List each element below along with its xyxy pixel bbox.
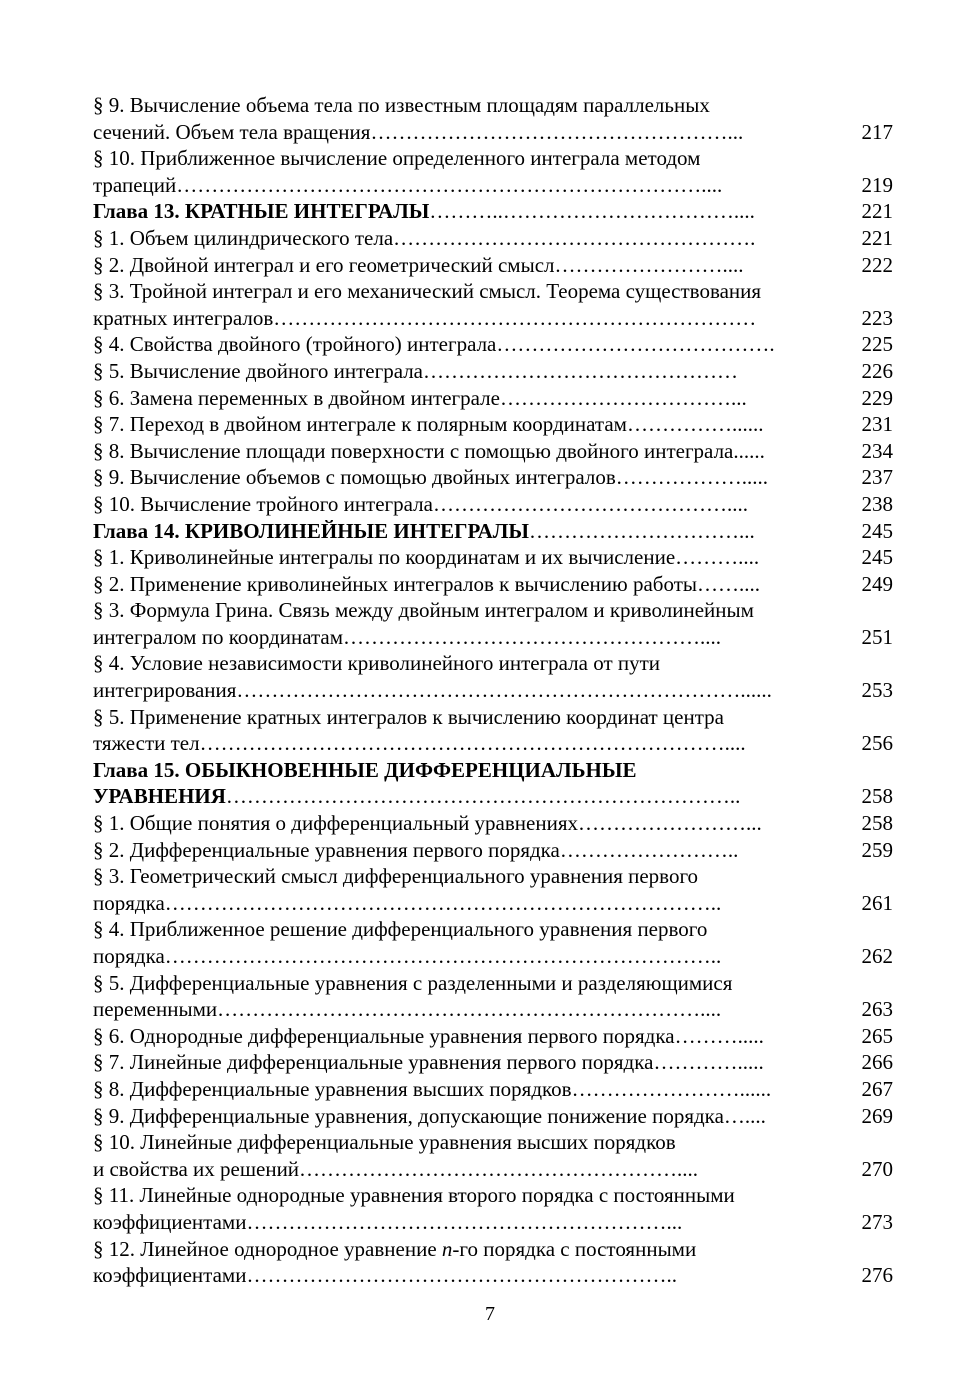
toc-entry <box>93 1129 893 1182</box>
toc-entry-last-line <box>93 730 830 757</box>
toc-entry-last-line <box>93 544 830 571</box>
toc-entry <box>93 571 893 598</box>
toc-leader-dots: ………..... <box>674 1023 764 1048</box>
toc-entry <box>93 704 893 757</box>
toc-leader-dots: …………………………………………………………………….. <box>164 944 722 968</box>
toc-entry-last-line <box>93 438 830 465</box>
toc-entry <box>93 810 893 837</box>
toc-page-number: 222 <box>861 252 893 277</box>
toc-page-number: 253 <box>861 678 893 703</box>
toc-entry-last-line <box>93 385 830 412</box>
toc-page-number: 259 <box>861 837 893 862</box>
toc-entry-text <box>93 145 830 198</box>
toc-page-number: 273 <box>861 1209 893 1234</box>
toc-chapter <box>93 757 893 810</box>
toc-entry <box>93 438 893 465</box>
toc-entry-title-line: § 3. Формула Грина. Связь между двойным интегралом и криволинейным <box>93 598 754 623</box>
toc-entry-last-line <box>93 624 830 651</box>
toc-page-number: 262 <box>861 944 893 968</box>
toc-entry-title-line: § 3. Тройной интеграл и его механический смысл. Теорема существования <box>93 279 762 304</box>
toc-entry-last-line <box>93 305 830 332</box>
toc-page-number: 266 <box>861 1050 893 1075</box>
toc-entry-text <box>93 278 830 331</box>
toc-entry-last-line <box>93 783 830 810</box>
toc-entry-title: § 2. Применение криволинейных интегралов к вычислению работы <box>93 571 697 596</box>
toc-entry-last-line <box>93 464 830 491</box>
toc-entry-text <box>93 1076 830 1103</box>
toc-entry-last-line <box>93 1103 830 1130</box>
toc-leader-dots: ………………..... <box>615 465 769 490</box>
toc-entry-last-line <box>93 1049 830 1076</box>
toc-page-number: 270 <box>861 1156 893 1181</box>
toc-entry-last-line <box>93 518 830 545</box>
toc-entry-text <box>93 252 830 279</box>
toc-leader-dots: ...... <box>733 438 765 463</box>
toc-entry-text <box>93 544 830 571</box>
toc-entry-last-line <box>93 198 830 225</box>
toc-entry <box>93 464 893 491</box>
toc-entry-text <box>93 1129 830 1182</box>
toc-page-number: 265 <box>861 1023 893 1048</box>
toc-entry-title: § 10. Вычисление тройного интеграла <box>93 491 433 516</box>
toc-entry-title-line: § 3. Геометрический смысл дифференциального уравнения первого <box>93 864 699 889</box>
toc-entry-last-line <box>93 571 830 598</box>
toc-entry-title: § 9. Дифференциальные уравнения, допускающие понижение порядка <box>93 1103 724 1128</box>
toc-entry-title: § 1. Объем цилиндрического тела <box>93 225 394 250</box>
toc-entry-text <box>93 757 830 810</box>
toc-entry-text <box>93 491 830 518</box>
toc-leader-dots: …………………………………………………….. <box>246 1263 677 1288</box>
toc-leader-dots: …………………………………………………………….... <box>217 997 722 1022</box>
toc-leader-dots: …………………………………………………………… <box>273 305 757 330</box>
toc-entry-title-line: § 5. Применение кратных интегралов к вычислению координат центра <box>93 704 724 729</box>
toc-page-number: 245 <box>861 545 893 570</box>
toc-entry-title: § 8. Вычисление площади поверхности с помощью двойного интеграла <box>93 438 734 463</box>
toc-entry <box>93 278 893 331</box>
toc-entry-text <box>93 650 830 703</box>
toc-entry-last-line <box>93 810 830 837</box>
toc-leader-dots: …….... <box>697 571 760 596</box>
toc-entry-title-line: § 12. Линейное однородное уравнение n-го порядка с постоянными <box>93 1236 697 1261</box>
toc-entry <box>93 252 893 279</box>
toc-entry-title: § 5. Вычисление двойного интеграла <box>93 358 424 383</box>
toc-entry-text <box>93 1182 830 1235</box>
toc-entry-text <box>93 704 830 757</box>
toc-page-number: 251 <box>861 624 893 649</box>
toc-page-number: 234 <box>861 438 893 463</box>
toc-entry <box>93 650 893 703</box>
toc-leader-dots: ……………………………………………………... <box>246 1209 683 1234</box>
toc-entry-title: § 9. Вычисление объемов с помощью двойных интегралов <box>93 465 616 490</box>
toc-leader-dots: ……………………... <box>578 811 762 836</box>
toc-leader-dots: ……………………………………………………………….. <box>225 784 741 809</box>
toc-entry-last-line <box>93 491 830 518</box>
toc-entry-text <box>93 1023 830 1050</box>
toc-entry <box>93 970 893 1023</box>
toc-entry-title: интегралом по координатам <box>93 624 344 649</box>
toc-entry <box>93 225 893 252</box>
toc-entry-title: переменными <box>93 997 218 1022</box>
toc-entry-title: порядка <box>93 944 165 968</box>
toc-entry-title: трапеций <box>93 172 177 197</box>
toc-entry-title: § 7. Переход в двойном интеграле к полярным координатам <box>93 412 627 437</box>
toc-entry-text <box>93 571 830 598</box>
toc-entry <box>93 1103 893 1130</box>
toc-leader-dots: ………………………………………………………………….... <box>199 731 746 756</box>
toc-leader-dots: ……………………………... <box>499 385 747 410</box>
toc-entry <box>93 358 893 385</box>
toc-entry-title-line: § 10. Приближенное вычисление определенного интеграла методом <box>93 146 701 171</box>
toc-entry <box>93 411 893 438</box>
toc-page-number: 223 <box>861 305 893 330</box>
toc-entry-title: § 8. Дифференциальные уравнения высших порядков <box>93 1076 572 1101</box>
toc-page-number: 221 <box>861 199 893 224</box>
toc-entry-title-line: Глава 15. ОБЫКНОВЕННЫЕ ДИФФЕРЕНЦИАЛЬНЫЕ <box>93 757 637 782</box>
toc-entry-last-line <box>93 358 830 385</box>
toc-leader-dots: ……………...... <box>626 412 764 437</box>
toc-chapter <box>93 518 893 545</box>
toc-entry <box>93 1023 893 1050</box>
toc-entry-title: и свойства их решений <box>93 1156 300 1181</box>
toc-entry-title: § 2. Двойной интеграл и его геометрический смысл <box>93 252 555 277</box>
toc-page-number: 258 <box>861 811 893 836</box>
toc-entry-title: § 2. Дифференциальные уравнения первого порядка <box>93 837 560 862</box>
toc-page-number: 231 <box>861 412 893 437</box>
toc-entry-last-line <box>93 119 830 146</box>
toc-leader-dots: …………………………………. <box>496 332 775 357</box>
toc-entry-title: интегрирования <box>93 678 237 703</box>
toc-leader-dots: …………………………... <box>529 518 755 543</box>
toc-entry <box>93 544 893 571</box>
toc-entry-last-line <box>93 1262 830 1289</box>
toc-entry <box>93 331 893 358</box>
toc-entry <box>93 491 893 518</box>
toc-entry-title-line: § 4. Приближенное решение дифференциального уравнения первого <box>93 917 708 942</box>
toc-entry-last-line <box>93 890 830 917</box>
toc-entry-text <box>93 464 830 491</box>
toc-entry-title-line: § 10. Линейные дифференциальные уравнения высших порядков <box>93 1130 676 1155</box>
toc-page-number: 249 <box>861 571 893 596</box>
toc-entry <box>93 145 893 198</box>
toc-entry-text <box>93 863 830 916</box>
toc-page-number: 263 <box>861 997 893 1022</box>
toc-entry-last-line <box>93 252 830 279</box>
toc-entry-title: тяжести тел <box>93 731 200 756</box>
toc-entry <box>93 92 893 145</box>
toc-entry-title: сечений. Объем тела вращения <box>93 119 371 144</box>
toc-entry-text <box>93 411 830 438</box>
toc-page-number: 219 <box>861 172 893 197</box>
toc-entry <box>93 385 893 412</box>
toc-entry-title: порядка <box>93 890 165 915</box>
toc-page-number: 267 <box>861 1076 893 1101</box>
toc-entry-title: § 6. Замена переменных в двойном интеграле <box>93 385 500 410</box>
toc-leader-dots: ………………………………………………………………...... <box>236 678 772 703</box>
toc-entry-title: УРАВНЕНИЯ <box>93 784 226 809</box>
toc-page-number: 237 <box>861 465 893 490</box>
toc-leader-dots: …………………….. <box>559 837 739 862</box>
toc-leader-dots: …………………………………….... <box>432 491 748 516</box>
toc-leader-dots: …………………….... <box>554 252 744 277</box>
toc-entry <box>93 1236 893 1289</box>
toc-leader-dots: ………………………………………………………………….... <box>176 172 723 197</box>
toc-entry-text <box>93 358 830 385</box>
toc-page-number: 269 <box>861 1103 893 1128</box>
toc-entry-last-line <box>93 837 830 864</box>
toc-entry-last-line <box>93 1023 830 1050</box>
toc-leader-dots: …………………………………………………………………….. <box>164 890 722 915</box>
toc-entry-text <box>93 837 830 864</box>
toc-leader-dots: ……………………………………… <box>423 358 739 383</box>
toc-entry-text <box>93 597 830 650</box>
toc-entry-last-line <box>93 331 830 358</box>
toc-entry-text <box>93 970 830 1023</box>
toc-leader-dots: ………..…………………………….... <box>429 199 755 224</box>
toc-entry-last-line <box>93 1076 830 1103</box>
toc-entry <box>93 597 893 650</box>
toc-chapter <box>93 198 893 225</box>
page-number: 7 <box>485 1303 495 1325</box>
toc-entry <box>93 863 893 916</box>
toc-entry-last-line <box>93 225 830 252</box>
toc-entry-title: Глава 13. КРАТНЫЕ ИНТЕГРАЛЫ <box>93 199 430 224</box>
toc-page-number: 258 <box>861 784 893 809</box>
toc-entry-last-line <box>93 677 830 704</box>
toc-entry-last-line <box>93 1209 830 1236</box>
toc-entry-text <box>93 1049 830 1076</box>
toc-entry-text <box>93 225 830 252</box>
toc-entry-last-line <box>93 411 830 438</box>
toc-entry-title: § 7. Линейные дифференциальные уравнения первого порядка <box>93 1050 654 1075</box>
toc-entry-title-line: § 4. Условие независимости криволинейного интеграла от пути <box>93 651 661 676</box>
toc-leader-dots: …………………………………………….... <box>343 624 722 649</box>
toc-entry-text <box>93 331 830 358</box>
toc-entry-title-line: § 9. Вычисление объема тела по известным площадям параллельных <box>93 93 710 117</box>
toc-entry-title: § 1. Общие понятия о дифференциальный уравнениях <box>93 811 578 836</box>
toc-entry-title: коэффициентами <box>93 1263 247 1288</box>
toc-entry-last-line <box>93 1156 830 1183</box>
toc-entry-text <box>93 385 830 412</box>
toc-entry-text <box>93 92 830 145</box>
toc-entry-text <box>93 1103 830 1130</box>
toc-page-number: 256 <box>861 731 893 756</box>
toc-entry <box>93 1076 893 1103</box>
toc-entry-title: § 1. Криволинейные интегралы по координатам и их вычисление <box>93 545 676 570</box>
toc-page-number: 221 <box>861 225 893 250</box>
toc-entry-text <box>93 810 830 837</box>
toc-page-number: 229 <box>861 385 893 410</box>
toc-leader-dots: ……………………………………………... <box>370 119 744 144</box>
toc-page-number: 261 <box>861 890 893 915</box>
toc-entry-text <box>93 1236 830 1289</box>
toc-page-number: 276 <box>861 1263 893 1288</box>
toc-entry-title: коэффициентами <box>93 1209 247 1234</box>
table-of-contents <box>93 92 893 1289</box>
toc-entry <box>93 1182 893 1235</box>
toc-page-number: 225 <box>861 332 893 357</box>
toc-entry-title: § 4. Свойства двойного (тройного) интеграла <box>93 332 497 357</box>
toc-entry-last-line <box>93 943 830 970</box>
toc-entry-last-line <box>93 996 830 1023</box>
toc-entry-title: Глава 14. КРИВОЛИНЕЙНЫЕ ИНТЕГРАЛЫ <box>93 518 530 543</box>
toc-entry-title: кратных интегралов <box>93 305 274 330</box>
toc-leader-dots: ……………………………………………….... <box>299 1156 699 1181</box>
toc-entry <box>93 1049 893 1076</box>
toc-entry-text <box>93 916 830 969</box>
toc-leader-dots: ……………………...... <box>571 1076 772 1101</box>
toc-entry-text <box>93 518 830 545</box>
toc-leader-dots: ….... <box>723 1103 766 1128</box>
toc-leader-dots: ……….... <box>675 545 760 570</box>
toc-page-number: 238 <box>861 491 893 516</box>
toc-leader-dots: …………..... <box>653 1050 764 1075</box>
toc-entry-text <box>93 438 830 465</box>
toc-page-number: 226 <box>861 358 893 383</box>
toc-entry-title: § 6. Однородные дифференциальные уравнения первого порядка <box>93 1023 675 1048</box>
toc-page-number: 217 <box>861 119 893 144</box>
toc-entry-title-line: § 11. Линейные однородные уравнения второго порядка с постоянными <box>93 1183 735 1208</box>
toc-entry-last-line <box>93 172 830 199</box>
toc-page-number: 245 <box>861 518 893 543</box>
toc-entry <box>93 837 893 864</box>
toc-leader-dots: ……………………………………………. <box>393 225 756 250</box>
toc-entry <box>93 916 893 969</box>
toc-entry-title-line: § 5. Дифференциальные уравнения с разделенными и разделяющимися <box>93 970 733 995</box>
toc-entry-text <box>93 198 830 225</box>
